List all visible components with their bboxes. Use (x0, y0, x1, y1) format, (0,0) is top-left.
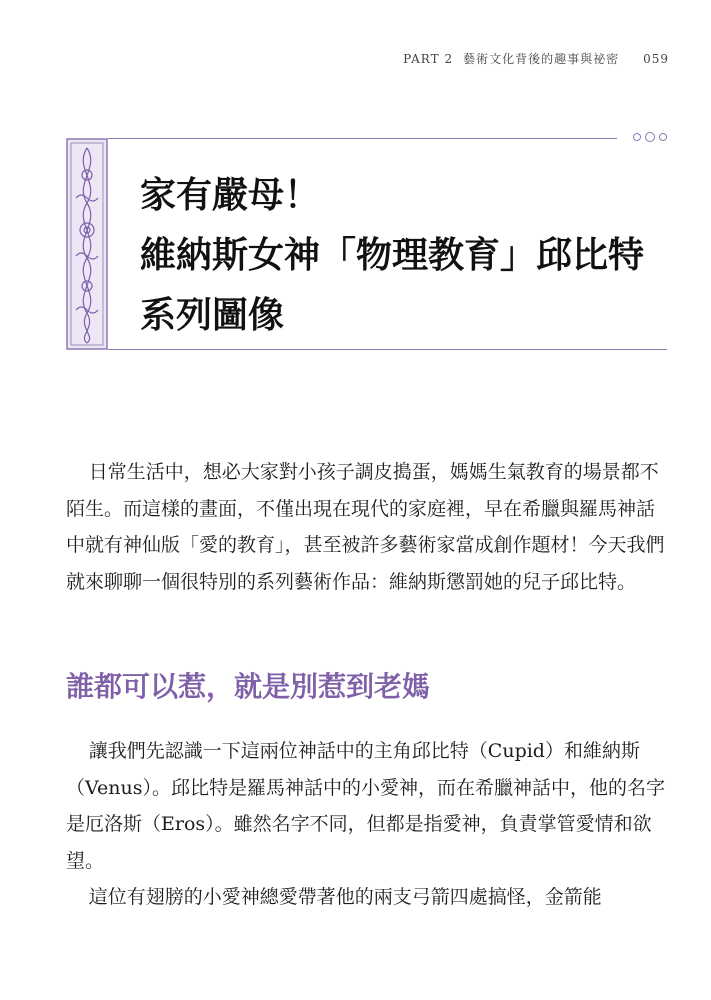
chapter-title (140, 166, 644, 346)
title-line-2: 維納斯女神「物理教育」邱比特 (140, 235, 645, 276)
intro-paragraph: 日常生活中，想必大家對小孩子調皮搗蛋，媽媽生氣教育的場景都不陌生。而這樣的畫面，不僅出現在現代的家庭裡，早在希臘與羅馬神話中就有神仙版「愛的教育」，甚至被許多藝術家當成創作題材！今天我們就來聊聊一個很特別的系列藝術作品：維納斯懲罰她的兒子邱比特。 (66, 461, 665, 593)
section-label: 藝術文化背後的趣事與祕密 (463, 52, 620, 66)
section-paragraph-2: 這位有翅膀的小愛神總愛帶著他的兩支弓箭四處搞怪，金箭能 (88, 886, 602, 908)
page-number: 059 (643, 52, 669, 66)
title-dots-ornament (633, 132, 667, 142)
title-bottom-rule (108, 349, 667, 350)
title-line-3: 系列圖像 (140, 295, 285, 336)
intro-paragraph-block (66, 454, 670, 600)
title-block (66, 138, 667, 350)
section-paragraph-1: 讓我們先認識一下這兩位神話中的主角邱比特（Cupid）和維納斯（Venus）。邱比特是羅馬神話中的小愛神，而在希臘神話中，他的名字是厄洛斯（Eros）。雖然名字不同，但都是指愛神，負責掌管愛情和欲望。 (66, 740, 665, 872)
section-heading: 誰都可以惹，就是別惹到老媽 (66, 670, 431, 703)
title-top-rule (108, 138, 617, 139)
title-line-1: 家有嚴母！ (140, 175, 321, 216)
floral-ornament-icon (66, 138, 108, 350)
section-body (66, 733, 670, 916)
running-head (403, 50, 669, 67)
part-label: PART 2 (403, 52, 454, 66)
